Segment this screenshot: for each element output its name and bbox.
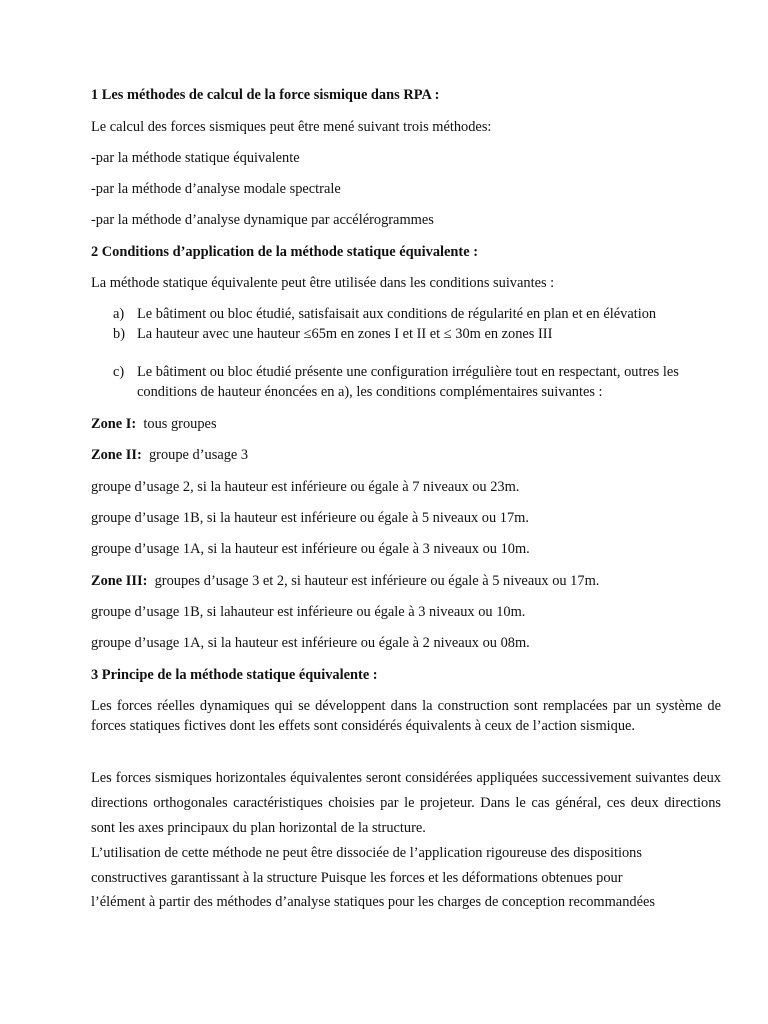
section-3-heading: 3 Principe de la méthode statique équivalente : <box>91 667 378 683</box>
zone-1-label: Zone I: <box>91 416 137 432</box>
zone-3-text: groupes d’usage 3 et 2, si hauteur est inférieure ou égale à 5 niveaux ou 17m. <box>154 573 600 589</box>
section-2-intro: La méthode statique équivalente peut être utilisée dans les conditions suivantes : <box>91 275 555 291</box>
zone-2-row <box>91 446 248 464</box>
condition-text: Le bâtiment ou bloc étudié, satisfaisait aux conditions de régularité en plan et en élévation <box>137 306 657 322</box>
section-1-intro: Le calcul des forces sismiques peut être mené suivant trois méthodes: <box>91 119 492 135</box>
condition-item-c <box>113 362 723 402</box>
zone-2-label: Zone II: <box>91 447 142 463</box>
condition-text: Le bâtiment ou bloc étudié présente une configuration irrégulière tout en respectant, outres les conditions de hauteur énoncées en a), les conditions complémentaires suivantes : <box>137 364 679 400</box>
section-3-paragraph-2: Les forces sismiques horizontales équivalentes seront considérées appliquées successivement suivantes deux directions orthogonales caractéristiques choisies par le projeteur. Dans le cas général, ces deux directions sont les axes principaux du plan horizontal de la structure. <box>91 770 721 836</box>
condition-text: La hauteur avec une hauteur ≤65m en zones I et II et ≤ 30m en zones III <box>137 326 553 342</box>
zone-2-line: groupe d’usage 1A, si la hauteur est inférieure ou égale à 3 niveaux ou 10m. <box>91 541 530 557</box>
method-item: -par la méthode d’analyse dynamique par accélérogrammes <box>91 212 434 228</box>
list-marker: c) <box>113 364 125 380</box>
zone-3-line: groupe d’usage 1B, si lahauteur est inférieure ou égale à 3 niveaux ou 10m. <box>91 604 526 620</box>
condition-item-a <box>113 304 723 324</box>
zone-2-text: groupe d’usage 3 <box>148 447 249 463</box>
section-2-heading: 2 Conditions d’application de la méthode statique équivalente : <box>91 244 478 260</box>
zone-3-label: Zone III: <box>91 573 148 589</box>
section-3-paragraph-3-line: l’élément à partir des méthodes d’analyse statiques pour les charges de conception recommandées <box>91 894 655 910</box>
method-item: -par la méthode statique équivalente <box>91 150 300 166</box>
zone-3-row <box>91 572 599 590</box>
zone-3-line: groupe d’usage 1A, si la hauteur est inférieure ou égale à 2 niveaux ou 08m. <box>91 635 530 651</box>
section-1-heading: 1 Les méthodes de calcul de la force sismique dans RPA : <box>91 87 440 103</box>
zone-1-row <box>91 415 217 433</box>
zone-1-text: tous groupes <box>143 416 217 432</box>
zone-2-line: groupe d’usage 1B, si la hauteur est inférieure ou égale à 5 niveaux ou 17m. <box>91 510 529 526</box>
method-item: -par la méthode d’analyse modale spectrale <box>91 181 341 197</box>
zone-2-line: groupe d’usage 2, si la hauteur est inférieure ou égale à 7 niveaux ou 23m. <box>91 479 520 495</box>
section-3-paragraph-3-line: constructives garantissant à la structure Puisque les forces et les déformations obtenues pour <box>91 870 623 886</box>
section-3-paragraph-1: Les forces réelles dynamiques qui se développent dans la construction sont remplacées par un système de forces statiques fictives dont les effets sont considérés équivalents à ceux de l’action sismique. <box>91 698 721 734</box>
condition-item-b <box>113 324 723 344</box>
section-3-paragraph-3-line: L’utilisation de cette méthode ne peut être dissociée de l’application rigoureuse des dispositions <box>91 845 642 861</box>
list-marker: a) <box>113 306 125 322</box>
list-marker: b) <box>113 326 125 342</box>
